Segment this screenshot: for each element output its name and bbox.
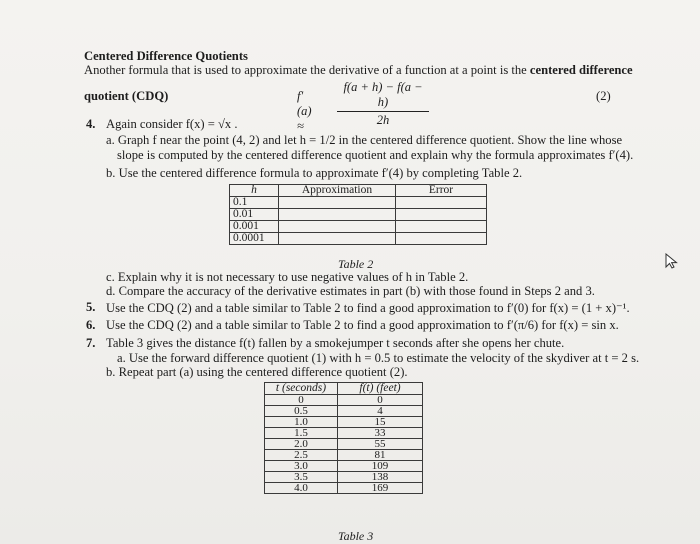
- q6-number: 6.: [86, 318, 96, 332]
- q7-number: 7.: [86, 336, 96, 350]
- table-2-error-cell[interactable]: [396, 209, 487, 221]
- formula-lhs: f′(a) ≈: [297, 89, 312, 133]
- table-2-header-approximation: Approximation: [279, 185, 396, 197]
- table-row: [230, 221, 487, 233]
- table-3-ft-cell: 169: [338, 483, 423, 494]
- table-row: [265, 417, 423, 428]
- table-3-ft-cell: 4: [338, 406, 423, 417]
- intro-text-bold: centered difference: [529, 63, 633, 77]
- table-3-t-cell: 0.5: [265, 406, 338, 417]
- table-3-ft-cell: 55: [338, 439, 423, 450]
- table-2-h-cell: 0.0001: [230, 233, 279, 245]
- table-2-header-h: h: [230, 185, 279, 197]
- table-3-ft-cell: 109: [338, 461, 423, 472]
- formula-fraction: [337, 80, 429, 128]
- q7a-text: a. Use the forward difference quotient (1) with h = 0.5 to estimate the velocity of the skydiver at t = 2 s.: [117, 351, 640, 365]
- q7-text: Table 3 gives the distance f(t) fallen by a smokejumper t seconds after she opens her chute.: [106, 336, 565, 350]
- table-2: [229, 184, 487, 245]
- q6-text: Use the CDQ (2) and a table similar to Table 2 to find a good approximation to f′(π/6) for f(x) = sin x.: [106, 318, 619, 332]
- table-row: [265, 406, 423, 417]
- table-3-ft-cell: 15: [338, 417, 423, 428]
- table-3-t-cell: 1.0: [265, 417, 338, 428]
- q7b-text: b. Repeat part (a) using the centered difference quotient (2).: [106, 365, 408, 379]
- q4a-line1: a. Graph f near the point (4, 2) and let h = 1/2 in the centered difference quotient. Show the line whose: [106, 133, 623, 147]
- table-3-t-cell: 3.5: [265, 472, 338, 483]
- intro-text: [84, 63, 633, 78]
- section-heading: Centered Difference Quotients: [84, 49, 248, 63]
- table-3-t-cell: 2.0: [265, 439, 338, 450]
- table-row: [230, 233, 487, 245]
- q5-number: 5.: [86, 300, 96, 314]
- table-row: [265, 461, 423, 472]
- q4-number: 4.: [86, 117, 96, 131]
- table-3-t-cell: 1.5: [265, 428, 338, 439]
- table-3-t-cell: 4.0: [265, 483, 338, 494]
- table-2-error-cell[interactable]: [396, 221, 487, 233]
- q5-text: Use the CDQ (2) and a table similar to Table 2 to find a good approximation to f′(0) for f(x) = (1 + x)⁻¹.: [106, 301, 630, 315]
- table-2-approx-cell[interactable]: [279, 197, 396, 209]
- q4c-text: c. Explain why it is not necessary to use negative values of h in Table 2.: [106, 270, 469, 284]
- table-2-error-cell[interactable]: [396, 233, 487, 245]
- table-3-ft-cell: 138: [338, 472, 423, 483]
- table-3-ft-cell: 33: [338, 428, 423, 439]
- table-row: [265, 472, 423, 483]
- table-2-h-cell: 0.1: [230, 197, 279, 209]
- table-3: [264, 382, 423, 494]
- table-2-caption: Table 2: [338, 257, 374, 271]
- table-row: [265, 428, 423, 439]
- q4b-text: b. Use the centered difference formula to approximate f′(4) by completing Table 2.: [106, 166, 523, 180]
- mouse-cursor-icon: [665, 253, 679, 269]
- table-2-error-cell[interactable]: [396, 197, 487, 209]
- formula-denominator: 2h: [376, 113, 390, 127]
- table-2-approx-cell[interactable]: [279, 209, 396, 221]
- table-3-t-cell: 0: [265, 395, 338, 406]
- table-row: [265, 395, 423, 406]
- q4d-text: d. Compare the accuracy of the derivative estimates in part (b) with those found in Steps 2 and 3.: [106, 284, 595, 298]
- table-row: [230, 209, 487, 221]
- table-3-ft-cell: 81: [338, 450, 423, 461]
- table-3-ft-cell: 0: [338, 395, 423, 406]
- table-3-header-ft: f(t) (feet): [338, 383, 423, 395]
- table-3-t-cell: 2.5: [265, 450, 338, 461]
- table-2-header-error: Error: [396, 185, 487, 197]
- table-3-header-t: t (seconds): [265, 383, 338, 395]
- q4-text: Again consider f(x) = √x .: [106, 117, 238, 131]
- cdq-label: quotient (CDQ): [84, 89, 169, 103]
- table-row: [265, 450, 423, 461]
- formula-number: (2): [596, 89, 611, 103]
- table-3-caption: Table 3: [338, 529, 374, 543]
- table-3-t-cell: 3.0: [265, 461, 338, 472]
- table-2-header-row: [230, 185, 487, 197]
- table-2-approx-cell[interactable]: [279, 233, 396, 245]
- q4a-line2: slope is computed by the centered difference quotient and explain why the formula approximates f′(4).: [117, 148, 634, 162]
- table-row: [230, 197, 487, 209]
- table-row: [265, 483, 423, 494]
- intro-text-plain: Another formula that is used to approximate the derivative of a function at a point is the: [84, 63, 530, 77]
- formula-numerator: f(a + h) − f(a − h): [337, 80, 429, 112]
- table-row: [265, 439, 423, 450]
- table-2-h-cell: 0.01: [230, 209, 279, 221]
- table-3-header-row: [265, 383, 423, 395]
- table-2-approx-cell[interactable]: [279, 221, 396, 233]
- table-2-h-cell: 0.001: [230, 221, 279, 233]
